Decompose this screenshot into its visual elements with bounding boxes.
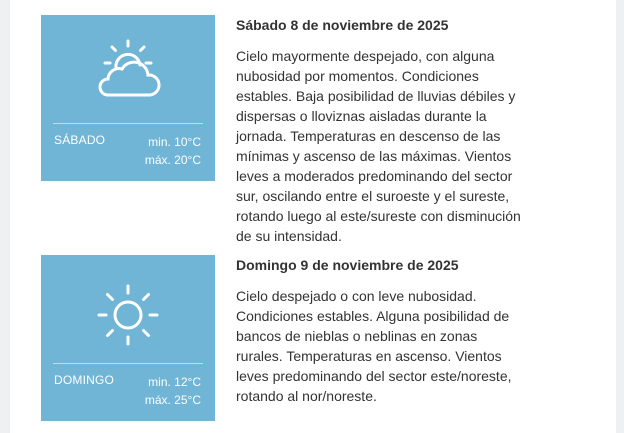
page-right-scroll-gutter — [616, 0, 624, 433]
card-divider — [53, 123, 203, 124]
card-day-name: SÁBADO — [54, 133, 106, 147]
forecast-card — [41, 255, 215, 421]
max-temperature: máx. 20°C — [144, 153, 201, 167]
forecast-text — [236, 15, 526, 246]
forecast-text — [236, 255, 526, 406]
min-temperature: min. 12°C — [148, 375, 201, 389]
forecast-card — [41, 15, 215, 181]
card-divider — [53, 363, 203, 364]
forecast-description: Cielo despejado o con leve nubosidad. Condiciones estables. Alguna posibilidad de bancos de nieblas o neblinas en zonas rurales. Temperaturas en ascenso. Vientos leves predominando del sector este/noreste, rotando al nor/noreste. — [236, 288, 512, 404]
partly-cloudy-icon — [88, 35, 168, 115]
card-temperatures — [145, 133, 201, 169]
card-day-name: DOMINGO — [54, 373, 115, 387]
forecast-date-title: Sábado 8 de noviembre de 2025 — [236, 17, 449, 33]
min-temperature: min. 10°C — [148, 135, 201, 149]
sun-icon — [88, 275, 168, 355]
page-left-gutter — [0, 0, 10, 433]
forecast-description: Cielo mayormente despejado, con alguna nubosidad por momentos. Condiciones estables. Baja posibilidad de lluvias débiles y dispersas o lloviznas aisladas durante la jornada. Temperaturas en descenso de las mínimas y ascenso de las máximas. Vientos leves a moderados predominando del sector sur, oscilando entre el suroeste y el sureste, rotando luego al este/sureste con disminución de su intensidad. — [236, 48, 521, 244]
max-temperature: máx. 25°C — [144, 393, 201, 407]
forecast-date-title: Domingo 9 de noviembre de 2025 — [236, 257, 459, 273]
card-temperatures — [145, 373, 201, 409]
